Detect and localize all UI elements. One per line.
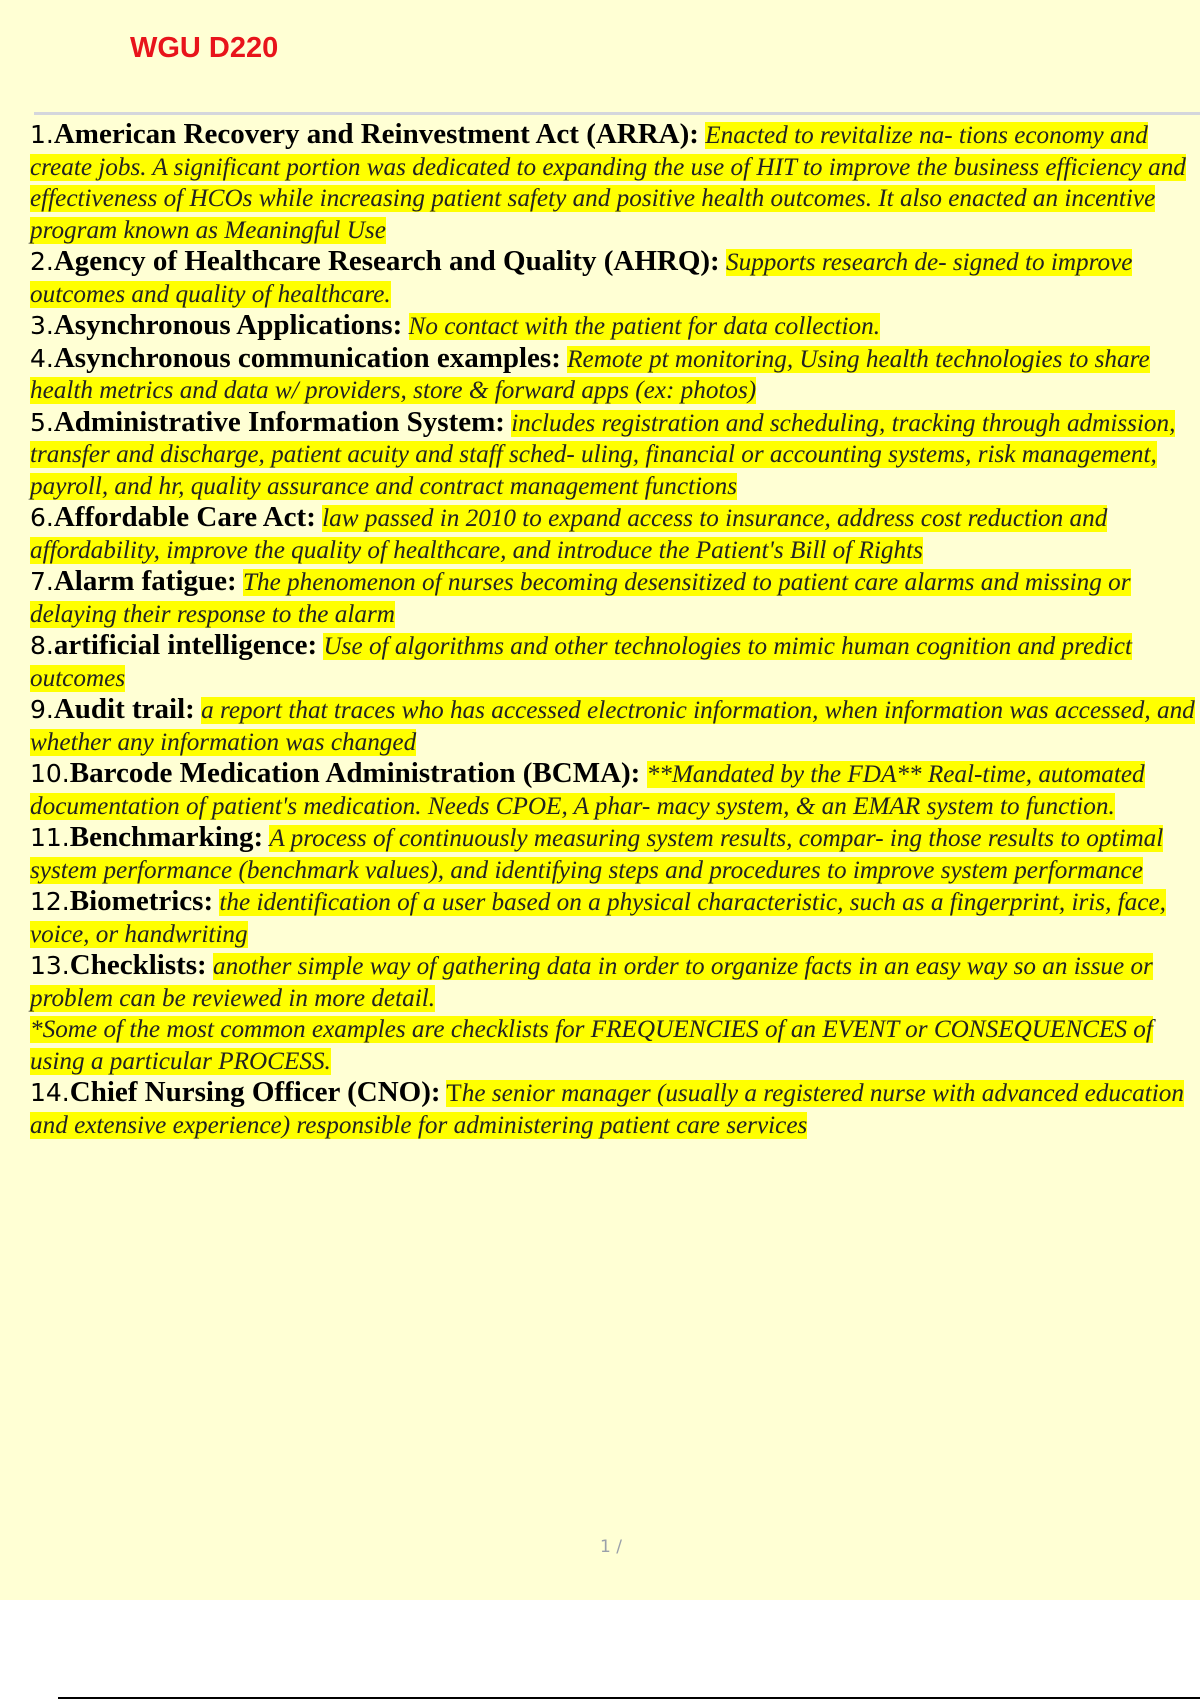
item-term: Asynchronous Applications: <box>53 309 403 341</box>
item-definition: another simple way of gathering data in order to organize facts in an easy way so an issue or problem can be reviewed in more detail. <box>30 953 1153 1012</box>
item-definition: Use of algorithms and other technologies to mimic human cognition and predict outcomes <box>30 633 1132 692</box>
item-definition-note: *Some of the most common examples are checklists for FREQUENCIES of an EVENT or CONSEQUENCES of using a particular PROCESS. <box>30 1016 1153 1075</box>
item-definition: law passed in 2010 to expand access to insurance, address cost reduction and affordability, improve the quality of healthcare, and introduce the Patient's Bill of Rights <box>30 505 1108 564</box>
item-term: Agency of Healthcare Research and Quality (AHRQ): <box>53 245 720 277</box>
list-item <box>30 119 1200 246</box>
item-definition: **Mandated by the FDA** Real-time, automated documentation of patient's medication. Needs CPOE, A phar- macy system, & an EMAR system to function. <box>30 761 1145 820</box>
item-definition: Remote pt monitoring, Using health technologies to share health metrics and data w/ providers, store & forward apps (ex: photos) <box>30 345 1150 404</box>
header-divider <box>34 112 1200 115</box>
item-term: Administrative Information System: <box>53 405 505 438</box>
footer-divider <box>58 1697 1200 1699</box>
item-definition: Enacted to revitalize na- tions economy and create jobs. A significant portion was dedicated to expanding the use of HIT to improve the business efficiency and effectiveness of HCOs while increasing patient safety and positive health outcomes. It also enacted an incentive program known as Meaningful Use <box>30 122 1186 244</box>
list-item <box>30 886 1200 950</box>
item-definition: Supports research de- signed to improve outcomes and quality of healthcare. <box>30 249 1133 308</box>
item-number: 10. <box>30 759 70 788</box>
item-number: 12. <box>30 887 70 916</box>
item-number: 2. <box>30 247 54 276</box>
terms-list <box>30 119 1200 1141</box>
item-number: 8. <box>30 631 54 660</box>
list-item <box>30 694 1200 758</box>
item-number: 14. <box>30 1078 70 1107</box>
item-number: 5. <box>30 407 54 437</box>
list-item <box>30 822 1200 886</box>
list-item <box>30 407 1200 503</box>
list-item <box>30 310 1200 343</box>
document-title: WGU D220 <box>130 32 279 64</box>
item-term: Checklists: <box>69 949 207 981</box>
item-definition: includes registration and scheduling, tracking through admission, transfer and discharge, patient acuity and staff sched- uling, financial or accounting systems, risk management, payroll, and hr, quality assurance and contract management functions <box>30 409 1176 500</box>
item-number: 3. <box>30 311 54 340</box>
item-definition: he senior manager (usually a registered nurse with advanced education and extensive experience) responsible for administering patient care services <box>30 1080 1184 1139</box>
list-item <box>30 246 1200 310</box>
list-item <box>30 566 1200 630</box>
item-definition: No contact with the patient for data collection. <box>408 313 881 340</box>
item-term: Chief Nursing Officer (CNO): <box>69 1076 441 1108</box>
item-number: 13. <box>30 951 70 980</box>
item-definition: A process of continuously measuring system results, compar- ing those results to optimal system performance (benchmark values), and identifying steps and procedures to improve system performance <box>30 825 1164 884</box>
item-term: Benchmarking: <box>69 821 264 853</box>
item-term: Asynchronous communication examples: <box>53 341 561 374</box>
list-item <box>30 502 1200 566</box>
item-number: 9. <box>30 695 54 724</box>
item-term: Audit trail: <box>53 693 195 725</box>
item-number: 6. <box>30 503 54 532</box>
item-definition: a report that traces who has accessed electronic information, when information was accessed, and whether any information was changed <box>30 697 1195 756</box>
list-item <box>30 630 1200 694</box>
list-item <box>30 343 1200 407</box>
item-definition: the identification of a user based on a physical characteristic, such as a fingerprint, iris, face, voice, or handwriting <box>30 889 1166 948</box>
item-term: Barcode Medication Administration (BCMA): <box>69 757 641 789</box>
item-number: 11. <box>30 823 70 852</box>
item-definition: The phenomenon of nurses becoming desensitized to patient care alarms and missing or delaying their response to the alarm <box>30 569 1131 628</box>
list-item <box>30 758 1200 822</box>
item-term: Affordable Care Act: <box>53 501 316 533</box>
item-number: 7. <box>30 567 54 596</box>
item-number: 1. <box>30 120 54 149</box>
item-definition-lead: T <box>446 1080 462 1107</box>
item-term: American Recovery and Reinvestment Act (ARRA): <box>53 118 699 150</box>
list-item <box>30 1077 1200 1141</box>
item-term: Alarm fatigue: <box>53 565 237 597</box>
item-term: Biometrics: <box>69 885 214 917</box>
list-item <box>30 950 1200 1077</box>
item-number: 4. <box>30 343 54 373</box>
item-term: artificial intelligence: <box>53 629 318 661</box>
page-number: 1 / <box>600 1537 622 1557</box>
